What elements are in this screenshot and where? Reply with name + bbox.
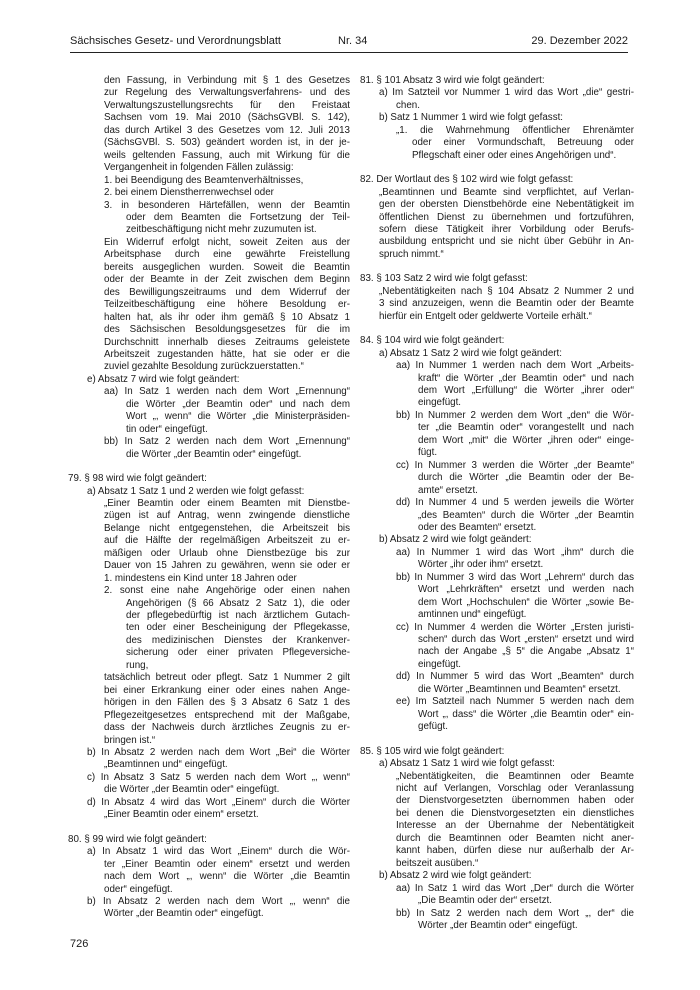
- text-line: tin oder“ eingefügt.: [126, 423, 208, 435]
- text-line: ter „die Beamtin oder“ vorangestellt und nach: [418, 422, 634, 434]
- text-line: Teilzeitbeschäftigung eine höhere Besoldung er-: [104, 299, 350, 311]
- text-line: 1. bei Beendigung des Beamtenverhältnisses,: [104, 174, 304, 186]
- text-line: „des Beamten“ durch die Wörter „der Beamtin: [418, 509, 634, 521]
- text-line: bb) In Satz 2 werden nach dem Wort „Ernennung“: [104, 436, 350, 448]
- text-line: dd) In Nummer 5 wird das Wort „Beamten“ durch: [396, 671, 634, 683]
- text-line: nicht auf Verlangen, Vorschlag oder Veranlassung: [396, 783, 634, 795]
- text-line: weils geltenden Fassung, auch mit Wirkung für die: [104, 149, 350, 161]
- issue-number: Nr. 34: [338, 35, 368, 47]
- text-line: öffentlichen Dienst zu übernehmen und fortzuführen,: [379, 211, 634, 223]
- text-line: 2. sonst eine nahe Angehörige oder einen nahen: [104, 585, 350, 597]
- text-line: aa) In Nummer 1 wird das Wort „ihm“ durch die: [396, 546, 634, 558]
- text-line: aa) In Satz 1 wird das Wort „Der“ durch die Wörter: [396, 882, 634, 894]
- text-line: „Die Beamtin oder der“ ersetzt.: [418, 895, 552, 907]
- text-line: rung,: [126, 659, 149, 671]
- text-line: Sachsen vom 19. Mai 2010 (SächsGVBl. S. 142),: [104, 112, 350, 124]
- text-line: dem Wort „Hochschulen“ die Wörter „sowie Be-: [418, 596, 634, 608]
- text-line: „Nebentätigkeiten, die Beamtinnen oder Beamte: [396, 770, 634, 782]
- text-line: b) Absatz 2 wird wie folgt geändert:: [379, 534, 532, 546]
- text-line: die Wörter „der Beamtin oder“ eingefügt.: [126, 448, 302, 460]
- text-line: kraft“ die Wörter „der Beamtin oder“ und nach: [418, 372, 634, 384]
- text-line: bringen ist.“: [104, 734, 156, 746]
- text-line: 79. § 98 wird wie folgt geändert:: [68, 473, 207, 485]
- text-line: 3 sind anzuzeigen, wenn die Beamtin oder der Beamte: [379, 298, 634, 310]
- text-line: des Bewilligungszeitraums und dem Widerruf der: [104, 286, 350, 298]
- text-line: zeitbeschäftigung nicht mehr zuzumuten ist.: [126, 224, 317, 236]
- text-line: b) Satz 1 Nummer 1 wird wie folgt gefasst:: [379, 112, 564, 124]
- paragraph-gap: [362, 323, 634, 335]
- text-line: des medizinischen Dienstes der Krankenver-: [126, 634, 350, 646]
- text-line: das durch Artikel 3 des Gesetzes vom 12. Juli 2013: [104, 124, 350, 136]
- publication-title: Sächsisches Gesetz- und Verordnungsblatt: [70, 35, 281, 47]
- text-line: 83. § 103 Satz 2 wird wie folgt gefasst:: [360, 273, 528, 285]
- text-line: ter „Einer Beamtin oder einem“ ersetzt und werden: [104, 858, 350, 870]
- text-line: dass der Nachweis durch ärztliches Zeugnis zu er-: [104, 722, 350, 734]
- text-line: bb) In Nummer 3 wird das Wort „Lehrern“ durch das: [396, 571, 634, 583]
- paragraph-gap: [70, 822, 350, 834]
- text-line: zuviel gezahlte Besoldung zurückzuerstatten.“: [104, 361, 304, 373]
- text-line: nach dem Wort „, wenn“ die Wörter „die Beamtin: [104, 871, 350, 883]
- text-line: 3. in besonderen Härtefällen, wenn der Beamtin: [104, 199, 350, 211]
- text-line: cc) In Nummer 3 werden die Wörter „der Beamte“: [396, 459, 634, 471]
- text-line: „Beamtinnen und“ eingefügt.: [104, 759, 228, 771]
- text-line: bb) In Satz 2 werden nach dem Wort „, der“ die: [396, 907, 634, 919]
- text-line: Interesse an der Übernahme der Nebentätigkeit: [396, 820, 634, 832]
- text-line: die Wörter „Beamtinnen und Beamten“ ersetzt.: [418, 683, 621, 695]
- issue-date: 29. Dezember 2022: [531, 35, 628, 47]
- text-line: oder einer Vormundschaft, Betreuung oder: [412, 137, 634, 149]
- paragraph-gap: [362, 734, 634, 746]
- text-line: a) Im Satzteil vor Nummer 1 wird das Wort „die“ gestri-: [379, 87, 634, 99]
- text-line: die Wörter „der Beamtin oder“ und nach dem: [126, 398, 350, 410]
- text-line: dem Wort „mit“ die Wörter „ihren oder“ einge-: [418, 434, 634, 446]
- text-line: dd) In Nummer 4 und 5 werden jeweils die Wörter: [396, 497, 634, 509]
- text-line: b) Absatz 2 wird wie folgt geändert:: [379, 870, 532, 882]
- text-line: Wörter „ihr oder ihm“ ersetzt.: [418, 559, 544, 571]
- text-line: fügt.: [418, 447, 438, 459]
- text-line: a) Absatz 1 Satz 2 wird wie folgt geändert:: [379, 347, 562, 359]
- text-line: Vergangenheit in folgenden Fällen zulässig:: [104, 162, 294, 174]
- text-line: mäßigen oder Urlaub ohne Dienstbezüge bis zur: [104, 547, 350, 559]
- text-line: aa) In Satz 1 werden nach dem Wort „Ernennung“: [104, 386, 350, 398]
- text-line: Durchschnitt innerhalb dieses Zeitraums geleistete: [104, 336, 350, 348]
- text-line: 1. mindestens ein Kind unter 18 Jahren oder: [104, 572, 297, 584]
- text-line: schen“ durch das Wort „ersten“ ersetzt und wird: [418, 634, 634, 646]
- text-line: 2. bei einem Dienstherrenwechsel oder: [104, 187, 274, 199]
- text-line: der Dienstvorgesetzten übernommen haben oder: [396, 795, 634, 807]
- text-line: oder dem Beamten die Fortsetzung der Teil-: [126, 211, 350, 223]
- text-line: spruch nimmt.“: [379, 248, 444, 260]
- text-line: oder des Beamten“ ersetzt.: [418, 521, 537, 533]
- text-line: hierfür ein Entgelt oder geldwerte Vorteile erhält.“: [379, 310, 592, 322]
- text-line: hörigen in den Fällen des § 3 Absatz 6 Satz 1 des: [104, 697, 350, 709]
- text-line: bei einer Erkrankung einer oder eines nahen Ange-: [104, 684, 350, 696]
- text-line: Wörter „der Beamtin oder“ eingefügt.: [104, 908, 264, 920]
- text-line: Wort „, dass“ die Wörter „die Beamtin oder“ ein-: [418, 708, 634, 720]
- text-line: chen.: [396, 99, 420, 111]
- text-line: 81. § 101 Absatz 3 wird wie folgt geändert:: [360, 75, 545, 86]
- text-line: gen der obersten Dienstbehörde eine Nebentätigkeit im: [379, 199, 634, 211]
- text-line: 82. Der Wortlaut des § 102 wird wie folgt gefasst:: [360, 174, 574, 186]
- page-header: [70, 34, 628, 50]
- text-line: „Beamtinnen und Beamte sind verpflichtet, auf Verlan-: [379, 186, 634, 198]
- text-line: Pflegschaft einer oder eines Angehörigen und“.: [412, 149, 617, 161]
- text-line: bb) In Nummer 2 werden dem Wort „den“ die Wör-: [396, 409, 634, 421]
- text-line: 80. § 99 wird wie folgt geändert:: [68, 833, 207, 845]
- paragraph-gap: [362, 162, 634, 174]
- text-line: durch die Wörter „die Beamtin oder der Be-: [418, 472, 634, 484]
- text-line: auf die Hälfte der regelmäßigen Arbeitszeit zu er-: [104, 535, 350, 547]
- text-line: des Sächsischen Besoldungsgesetzes für die im: [104, 324, 350, 336]
- text-line: sicherung oder einer privaten Pflegeversiche-: [126, 647, 350, 659]
- text-line: beitszeit ausüben.“: [396, 857, 479, 869]
- text-line: e) Absatz 7 wird wie folgt geändert:: [87, 373, 240, 385]
- text-line: ten oder einer Bescheinigung der Pflegekasse,: [126, 622, 350, 634]
- text-line: amte“ ersetzt.: [418, 484, 478, 496]
- text-line: den Fassung, in Verbindung mit § 1 des Gesetzes: [104, 75, 350, 86]
- text-line: Arbeitszeit zugestanden hätte, hat sie oder er die: [104, 348, 350, 360]
- text-line: aa) In Nummer 1 werden nach dem Wort „Arbeits-: [396, 360, 634, 372]
- text-line: eingefügt.: [418, 658, 462, 670]
- text-line: tatsächlich betreut oder pflegt. Satz 1 Nummer 2 gilt: [104, 672, 350, 684]
- text-line: a) Absatz 1 Satz 1 und 2 werden wie folgt gefasst:: [87, 485, 305, 497]
- text-line: b) In Absatz 2 werden nach dem Wort „, wenn“ die: [87, 896, 350, 907]
- left-column: [70, 75, 350, 921]
- text-line: dem Wort „Erfüllung“ die Wörter „ihrer oder“: [418, 384, 634, 396]
- text-line: durch die Beamtinnen oder Beamten nicht aner-: [396, 832, 634, 844]
- text-line: (SächsGVBl. S. 503) geändert worden ist, in der je-: [104, 137, 350, 149]
- text-line: Angehörigen (§ 66 Absatz 2 Satz 1), die oder: [126, 597, 350, 609]
- text-line: eingefügt.: [418, 397, 462, 409]
- text-line: ee) Im Satzteil nach Nummer 5 werden nach dem: [396, 696, 634, 708]
- text-line: nach der Angabe „§ 5“ die Angabe „Absatz 1“: [418, 646, 634, 658]
- text-line: bereits ausgeglichen wurden. Soweit die Beamtin: [104, 261, 350, 273]
- text-line: Wort „, wenn“ die Wörter „die Ministerpräsiden-: [126, 411, 350, 423]
- text-line: „Nebentätigkeiten nach § 104 Absatz 2 Nummer 2 und: [379, 285, 634, 297]
- text-line: „Einer Beamtin oder einem Beamten mit Dienstbe-: [104, 497, 350, 509]
- text-line: oder der Beamte in der Zeit zwischen dem Beginn: [104, 274, 350, 286]
- right-column: [362, 75, 634, 932]
- text-line: b) In Absatz 2 werden nach dem Wort „Bei“ die Wörter: [87, 747, 350, 759]
- text-line: a) Absatz 1 Satz 1 wird wie folgt gefasst:: [379, 758, 555, 770]
- text-line: Wort „Lehrkräften“ ersetzt und werden nach: [418, 584, 634, 596]
- text-line: Wörter „der Beamtin oder“ eingefügt.: [418, 920, 578, 931]
- text-line: a) In Absatz 1 wird das Wort „Einem“ durch die Wör-: [87, 846, 350, 858]
- text-line: 84. § 104 wird wie folgt geändert:: [360, 335, 505, 347]
- paragraph-gap: [70, 461, 350, 473]
- text-line: cc) In Nummer 4 werden die Wörter „Ersten juristi-: [396, 621, 634, 633]
- text-line: c) In Absatz 3 Satz 5 werden nach dem Wort „, wenn“: [87, 771, 350, 783]
- text-line: der pflegebedürftig ist nach ärztlichem Gutach-: [126, 610, 350, 622]
- text-line: die Wörter „der Beamtin oder“ eingefügt.: [104, 784, 280, 796]
- text-line: Ein Widerruf erfolgt nicht, soweit Zeiten aus der: [104, 236, 350, 248]
- text-line: zur Regelung des Verwaltungsverfahrens- und des: [104, 87, 350, 99]
- text-line: oder“ eingefügt.: [104, 883, 173, 895]
- text-line: sofern diese Tätigkeit ihrer Vorbildung oder Berufs-: [379, 223, 634, 235]
- paragraph-gap: [362, 261, 634, 273]
- text-line: Pflegezeitgesetzes entsprechend mit der Maßgabe,: [104, 709, 350, 721]
- text-line: zügen ist auf Antrag, wenn zwingende dienstliche: [104, 510, 350, 522]
- header-rule: [70, 52, 628, 53]
- text-line: d) In Absatz 4 wird das Wort „Einem“ durch die Wörter: [87, 796, 350, 808]
- text-line: Belange nicht entgegenstehen, die Arbeitszeit bis: [104, 522, 350, 534]
- text-line: Verwaltungszustellungsrechts für den Freistaat: [104, 99, 350, 111]
- text-line: bei denen die Dienstvorgesetzten ein dienstliches: [396, 807, 634, 819]
- text-line: ausbildung entspricht und sie nicht über Gebühr in An-: [379, 236, 634, 248]
- text-line: Arbeitsphase durch eine gewährte Freistellung: [104, 249, 350, 261]
- text-line: amtinnen und“ eingefügt.: [418, 609, 527, 621]
- text-line: kannt haben, dürfen diese nur außerhalb der Ar-: [396, 845, 634, 857]
- text-line: „1. die Wahrnehmung öffentlicher Ehrenämter: [396, 124, 634, 136]
- text-line: 85. § 105 wird wie folgt geändert:: [360, 745, 505, 757]
- text-line: gefügt.: [418, 721, 448, 733]
- page-number: 726: [70, 938, 89, 950]
- text-line: halten hat, als ihr oder ihm gemäß § 10 Absatz 1: [104, 311, 350, 323]
- text-line: Dauer von 15 Jahren zu gewähren, wenn sie oder er: [104, 560, 350, 572]
- text-line: „Einer Beamtin oder einem“ ersetzt.: [104, 809, 259, 821]
